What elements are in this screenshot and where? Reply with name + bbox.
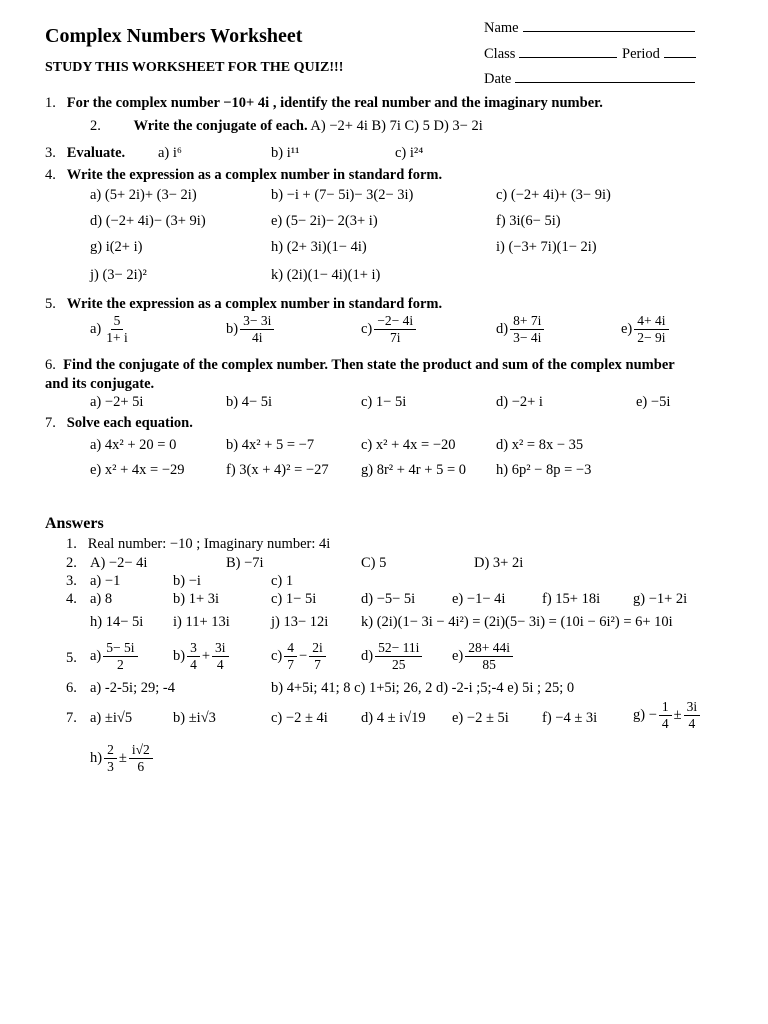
q5-item-a: a) $\frac{5}{1+ i}$ xyxy=(90,313,128,345)
q4-item: g) i(2+ i) xyxy=(90,239,143,255)
q4-item: d) (−2+ 4i)− (3+ 9i) xyxy=(90,213,206,229)
answer-item: B) −7i xyxy=(226,555,264,571)
answer-3-num: 3. xyxy=(66,573,77,589)
period-field[interactable]: Period xyxy=(622,43,696,63)
q4-item: b) −i + (7− 5i)− 3(2− 3i) xyxy=(271,187,414,203)
answer-5c: c) $\frac{4}{7}$ − $\frac{2i}{7}$ xyxy=(271,640,328,673)
answer-7h: h) $\frac{2}{3}$ ± $\frac{i√2}{6}$ xyxy=(90,742,155,775)
q4-item: c) (−2+ 4i)+ (3− 9i) xyxy=(496,187,611,203)
q4-item: j) (3− 2i)² xyxy=(90,267,147,283)
answer-7g: g) − $\frac{1}{4}$ ± $\frac{3i}{4}$ xyxy=(633,699,702,732)
date-field[interactable]: Date xyxy=(484,68,695,88)
question-6-continued: and its conjugate. xyxy=(45,376,155,392)
q4-item: h) (2+ 3i)(1− 4i) xyxy=(271,239,367,255)
answer-item: b) −i xyxy=(173,573,201,589)
answer-item: d) −5− 5i xyxy=(361,591,416,607)
name-field[interactable]: Name xyxy=(484,17,695,37)
answer-2-num: 2. xyxy=(66,555,77,571)
answer-item: c) −2 ± 4i xyxy=(271,710,328,726)
q7-item: d) x² = 8x − 35 xyxy=(496,437,584,453)
answer-5-num: 5. xyxy=(66,650,77,666)
answer-item: i) 11+ 13i xyxy=(173,614,230,630)
q7-item: f) 3(x + 4)² = −27 xyxy=(226,462,329,478)
question-2: 2. Write the conjugate of each. A) −2+ 4i B) 7i C) 5 D) 3− 2i xyxy=(90,118,483,134)
answer-5a: a) $\frac{5- 5i}{2}$ xyxy=(90,640,140,673)
class-field[interactable]: Class xyxy=(484,43,617,63)
answer-5e: e) $\frac{28+ 44i}{85}$ xyxy=(452,640,515,673)
answer-item: e) −2 ± 5i xyxy=(452,710,509,726)
answer-item: b) ±i√3 xyxy=(173,710,216,726)
answer-item: j) 13− 12i xyxy=(271,614,329,630)
q7-item: g) 8r² + 4r + 5 = 0 xyxy=(361,462,466,478)
answer-item: d) 4 ± i√19 xyxy=(361,710,426,726)
q7-item: h) 6p² − 8p = −3 xyxy=(496,462,592,478)
question-1: 1. For the complex number −10+ 4i , identify the real number and the imaginary number. xyxy=(45,95,603,111)
answer-item: b) 1+ 3i xyxy=(173,591,220,607)
period-line xyxy=(664,43,696,58)
answer-item: c) 1 xyxy=(271,573,294,589)
q6-item: e) −5i xyxy=(636,394,671,410)
answer-item: a) −1 xyxy=(90,573,121,589)
q3-b: b) i¹¹ xyxy=(271,145,300,161)
q5-item-d: d) $\frac{8+ 7i}{3- 4i}$ xyxy=(496,313,546,346)
question-7: 7. Solve each equation. xyxy=(45,415,193,431)
q3-a: a) i⁶ xyxy=(158,145,182,161)
answer-item: e) −1− 4i xyxy=(452,591,506,607)
answer-6-num: 6. xyxy=(66,680,77,696)
q7-item: c) x² + 4x = −20 xyxy=(361,437,456,453)
class-line xyxy=(519,43,617,58)
q7-item: e) x² + 4x = −29 xyxy=(90,462,185,478)
answer-item: f) 15+ 18i xyxy=(542,591,601,607)
answer-item: D) 3+ 2i xyxy=(474,555,524,571)
q5-item-c: c) $\frac{-2- 4i}{7i}$ xyxy=(361,313,418,346)
answer-5d: d) $\frac{52- 11i}{25}$ xyxy=(361,640,424,673)
worksheet-subtitle: STUDY THIS WORKSHEET FOR THE QUIZ!!! xyxy=(45,60,344,75)
answer-5b: b) $\frac{3}{4}$ + $\frac{3i}{4}$ xyxy=(173,640,231,673)
answer-item: g) −1+ 2i xyxy=(633,591,688,607)
q6-item: d) −2+ i xyxy=(496,394,543,410)
q7-item: a) 4x² + 20 = 0 xyxy=(90,437,177,453)
q5-item-e: e) $\frac{4+ 4i}{2- 9i}$ xyxy=(621,313,671,346)
answer-1: 1. Real number: −10 ; Imaginary number: 4i xyxy=(66,536,331,552)
answer-item: h) 14− 5i xyxy=(90,614,144,630)
q4-item: i) (−3+ 7i)(1− 2i) xyxy=(496,239,597,255)
q5-item-b: b) $\frac{3- 3i}{4i}$ xyxy=(226,313,276,346)
q6-item: a) −2+ 5i xyxy=(90,394,144,410)
date-line xyxy=(515,68,695,83)
answer-7-num: 7. xyxy=(66,710,77,726)
answer-item: C) 5 xyxy=(361,555,387,571)
answer-item: c) 1− 5i xyxy=(271,591,317,607)
q6-item: c) 1− 5i xyxy=(361,394,407,410)
answer-item: f) −4 ± 3i xyxy=(542,710,598,726)
answer-6a: a) -2-5i; 29; -4 xyxy=(90,680,175,696)
question-3: 3. Evaluate. xyxy=(45,145,126,161)
answer-4-num: 4. xyxy=(66,591,77,607)
question-4: 4. Write the expression as a complex number in standard form. xyxy=(45,167,443,183)
question-5: 5. Write the expression as a complex number in standard form. xyxy=(45,296,443,312)
q4-item: e) (5− 2i)− 2(3+ i) xyxy=(271,213,378,229)
answers-heading: Answers xyxy=(45,515,104,532)
q4-item: k) (2i)(1− 4i)(1+ i) xyxy=(271,267,381,283)
q4-item: a) (5+ 2i)+ (3− 2i) xyxy=(90,187,197,203)
q4-item: f) 3i(6− 5i) xyxy=(496,213,561,229)
answer-item: k) (2i)(1− 3i − 4i²) = (2i)(5− 3i) = (10i − 6i²) = 6+ 10i xyxy=(361,614,673,630)
answer-item: a) 8 xyxy=(90,591,113,607)
answer-item: A) −2− 4i xyxy=(90,555,148,571)
question-6: 6. Find the conjugate of the complex number. Then state the product and sum of the complex number xyxy=(45,357,675,373)
name-line xyxy=(523,17,695,32)
q3-c: c) i²⁴ xyxy=(395,145,424,161)
q6-item: b) 4− 5i xyxy=(226,394,273,410)
worksheet-title: Complex Numbers Worksheet xyxy=(45,25,303,47)
q7-item: b) 4x² + 5 = −7 xyxy=(226,437,315,453)
answer-6-rest: b) 4+5i; 41; 8 c) 1+5i; 26, 2 d) -2-i ;5;-4 e) 5i ; 25; 0 xyxy=(271,680,575,696)
answer-item: a) ±i√5 xyxy=(90,710,133,726)
